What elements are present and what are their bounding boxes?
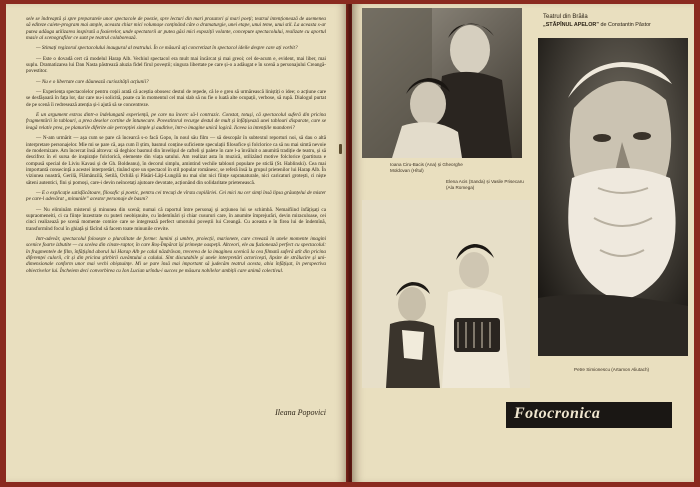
interview-answer: — Experiența spectacolelor pentru copii arată că aceștia obosesc destul de repede, că le e greu să urmărească liniștiți o idee; o acțiune care se desfășoară în fața lor, dar care nu-i solicită, poate ca în momentul cel mai slab să nu fie o luată alte ocupații, verbose, să rupă. Dialogul purtat de pe scenă îi redresează atenția și-i ajută să se concentreze.: [26, 89, 326, 108]
photo-couple-accordion: [362, 200, 530, 388]
play-title: „STĂPÎNUL APELOR”: [543, 22, 600, 28]
interview-question: — Nu e o libertate care dăunează curiozității acțiunii?: [36, 78, 149, 85]
binding-mark: [339, 144, 342, 154]
photo-section-header: [543, 13, 683, 29]
paragraph: Intr-adevăr, spectacolul folosește o pluralitate de forme: lumini și umbre, proiecții, marionete, care creează în unele momente imagini scenice foarte izbutite — ca scelea din cinste-raptor, în care Roș-Împărat își primește oaspeții. Altceori, ele au fuzionează perfect cu spectacolul: în fragmentele de film, înfățișînd aborul lui Harap Alb pe calul năzdrăvan, trecerea de la imaginea scenică la cea filmată suferă atît din pricina diferenței culorii, cît și din pricina știrbirii cuvântului a calului. Sînt discutabile și unele interpretări actoricești, lipsite de strălucire și uni-dimensionale conform unor mai vechi obișnuințe. Mi se pare însă mai important să judecăm teatrul acesta, abia înfățișat, în perspectiva obiectivelor lui. Încheiem deci convorbirea cu Ion Lucian urîndu-i succes pe măsura nobilelor ambiții care animă colectivul.: [26, 235, 326, 274]
interview-answer: — Nu eliminăm misterul și minunea din scenă; numai că raportul între personaj și acțiunea lui se schimbă. Nemaifiind înfățișați ca supraomeneiti, ci ca ființe înzestrate cu puteri neobișnuite, cu îndemînări și chiar cusururi care, în anumite împrejurări, devin miraculoase, cei cinci realizează pe scenă momente comice care se integrează perfect umorului poveștii lui Creangă. Cu aceasta e în firea lui de îndemînă, transformînd focul în ghiață și făcînd să facem toate minunile crevite.: [26, 206, 326, 232]
theatre-name: Teatrul din Brăila: [543, 14, 588, 20]
banner-title: Fotocronica: [514, 405, 601, 422]
photo-bearded-man: [538, 38, 688, 356]
photo-caption: Ioana Ciru-Bacis (Ana) și Gheorghe Moldovan (Hîtul): [390, 162, 463, 173]
article-text: [26, 16, 326, 278]
photo-caption: Petre Simionescu (Artamon Aliutach): [574, 367, 650, 372]
playwright: de Constantin Păstor: [599, 22, 651, 28]
author-signature: Ileana Popovici: [275, 408, 326, 417]
left-page: [6, 4, 348, 482]
photo-caption: Elena Acis (Sanda) și Vasile Prisecaru (Ala Romega): [446, 179, 524, 190]
interview-question: — Stimați regizorul spectacolului inaugural al teatrului. În ce măsură ați concretizat în spectacol ideile despre care ați vorbit?: [36, 45, 298, 52]
magazine-spread: [6, 4, 694, 482]
interview-question: — E o explicație satisfăcătoare, filosofic și poetic, pentru cei trecuți de vîrsta copilăriei. Cei mici nu cer simți însă lipsa grăunțelui de mister pe care-l adevărat „minunile” acestor personaje de basm?: [26, 189, 326, 203]
right-page: [352, 4, 694, 482]
play-title-line: [543, 21, 683, 29]
paragraph: sele se îndreaptă și spre preparatele unor spectacole de poezie, spre lecturi din mari prozatori și mari poeți; teatrul intenționează de asemenea să editeze caiete-program mai ample, aceasta chiar mici volumașe conținând câte o dramaturgie, unei etape, unui teme, unui stil. La aceasta s-ar putea adăuga utilizarea inspirată a foaierelor, unde spectatorii ar putea găsi mici expoziții volante, concepute spectacolului, realizate cu aportul masiv al scenografilor ce sunt pe teatrul colaborează.: [26, 16, 327, 42]
photo-couple-embrace: [362, 8, 522, 158]
interview-answer: — Este o dovadă cert că modelul Harap Alb. Vechiul spectacol era mult mai încărcat și mai greoi; cel de-acum e, evident, mai liber, mai suplu. Dramatizarea lui Dan Nasta păstrează aluzia fidel firul poveștii; singura libertate pe care și-o a adăugat e în scenă a personajului Creangă-povestitor.: [26, 55, 326, 75]
interview-answer: — N-am urmărit — așa cum se pare că încearcă s-o facă Gopo, în noul său film — să descopăr în subtextul reporturi noi, să dau o altă interpretare personajelor. Mie mi se pare că, așa cum îl știm, basmul conține suficiente speculații filosofice și folclorice ca să nu mai simtă nevoie de modernizare. Am încercat însă altceva: să deghioc basmul din învelișul de cafteli și palete în care l-a învăluit o anumită tradiție de teatru, și să descifrez în el sursa de inspirație folclorică, elemente din viața satului. Am realizat asta în muzică, utilizând motive folclorice (partitura e compusă special de Liviu Kavasi și de Gh. Boldeanu), în decorul simplu, amintind vechile tablouri populare pe sticlă (St. Hablinski). Cea mai importantă consecință a acestei interpretări, tinând spre un spectacol în stil popular românesc, se referă însă la grupul prietenilor lui Harap Alb. În viziunea noastră, Gerilă, Flămânzilă, Setilă, Ochilă și Păsări-Lăți-Lungilă nu mai sînt nici ființe supranaturale, nici caricaturi grotești, ci niște săteni autentici, fini și pomoși, care-i devin neîncetați ajutoare devotate, acționând din solidaritate prietenească.: [26, 135, 326, 186]
fotocronica-banner: [506, 402, 672, 428]
paragraph: E un argument extras dintr-o îndelungată experiență, pe care nu încerc să-l contrazic. Constat, totuși, că spectacolul suferă din pricina fragmentării în tablouri, a prea deselor cortine de întunecare. Povestitorul recurge destul de mult și înfățișează unei tablouri disparate, care se leagă relativ prea, pe planurile diferite ale percepției simple și auditive, într-o imagine unică logică. Iiceea ia intențiile mandorei?: [26, 112, 326, 131]
